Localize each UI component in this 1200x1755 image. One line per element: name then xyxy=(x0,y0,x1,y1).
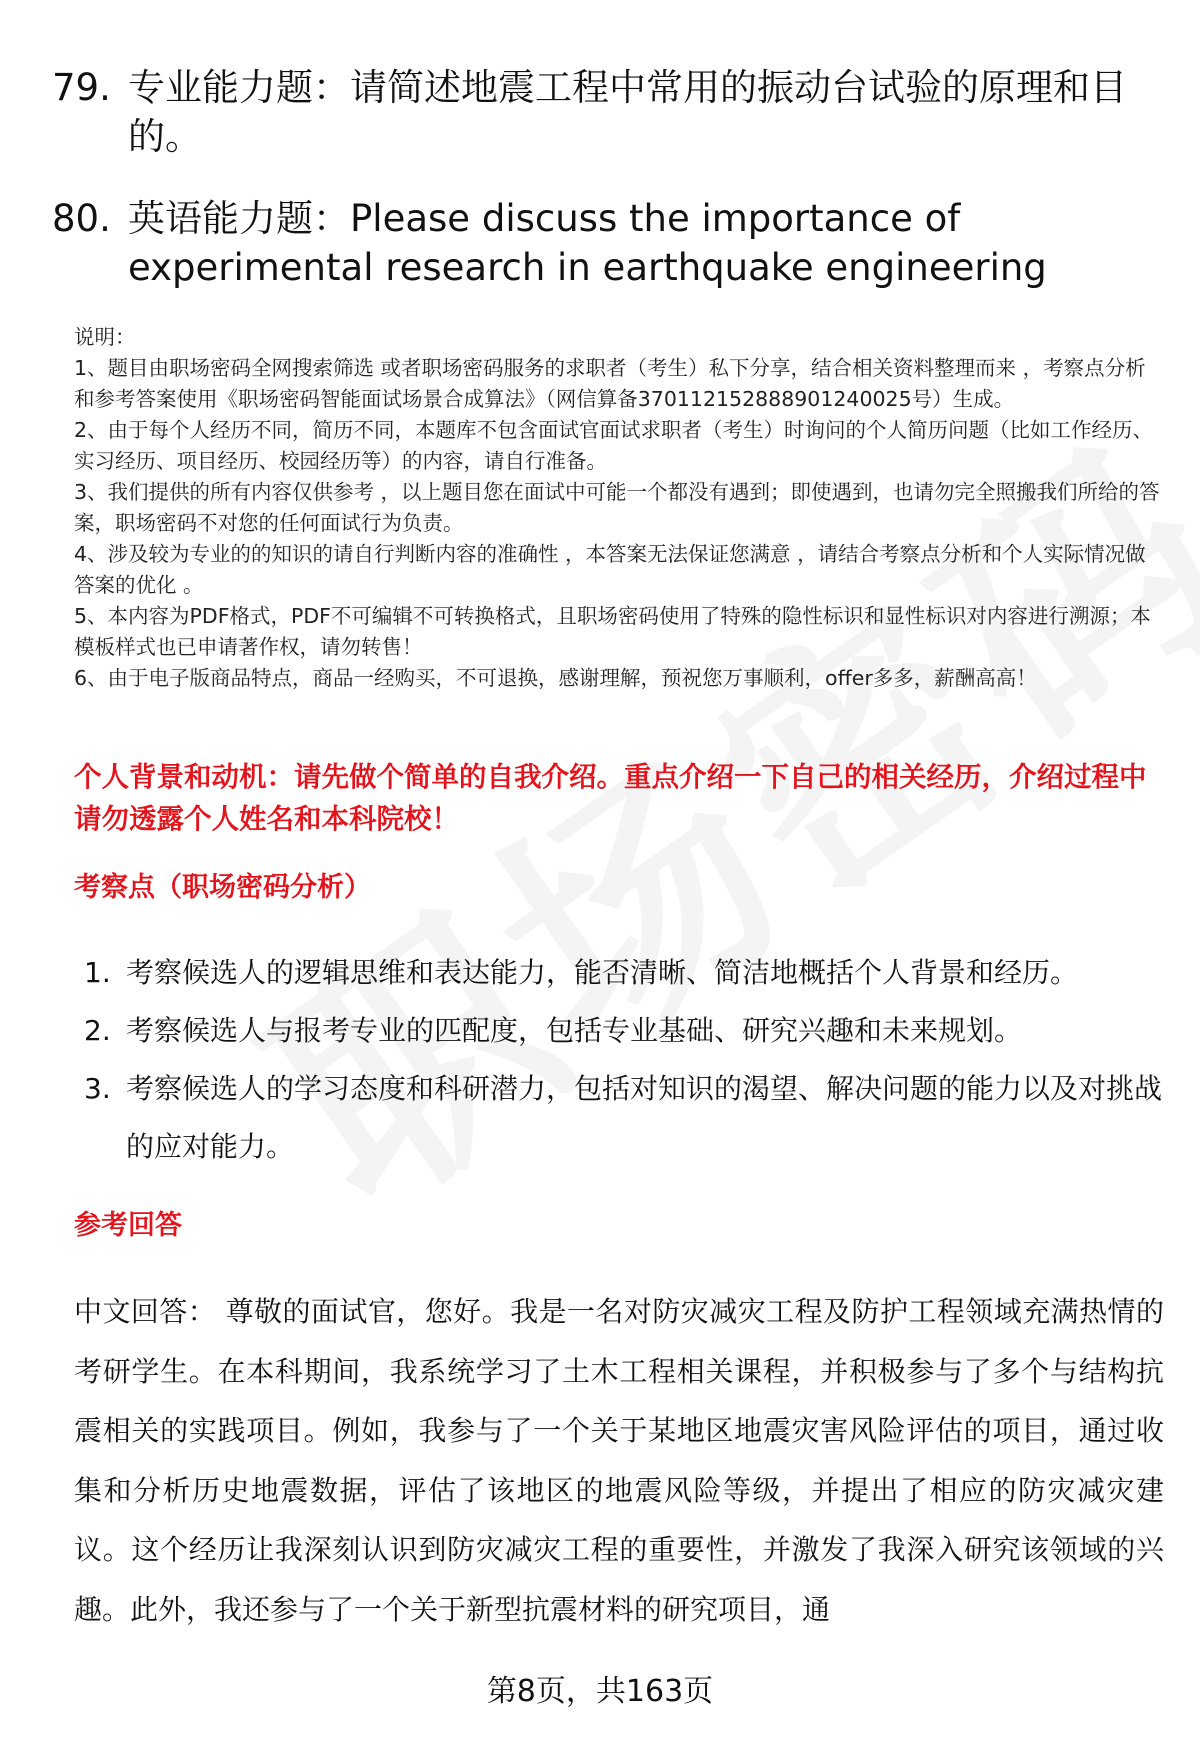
point-text: 考察候选人的学习态度和科研潜力，包括对知识的渴望、解决问题的能力以及对挑战的应对能力。 xyxy=(126,1072,1163,1163)
point-text: 考察候选人与报考专业的匹配度，包括专业基础、研究兴趣和未来规划。 xyxy=(126,1014,1023,1047)
interview-question: 个人背景和动机：请先做个简单的自我介绍。重点介绍一下自己的相关经历，介绍过程中请勿透露个人姓名和本科院校！ xyxy=(74,761,1147,835)
analysis-points xyxy=(74,944,1164,1176)
question-number: 79. xyxy=(52,66,111,109)
point-number: 2. xyxy=(84,1014,111,1047)
point-number: 1. xyxy=(84,956,111,989)
analysis-point xyxy=(74,1060,1164,1176)
note-item: 5、本内容为PDF格式，PDF不可编辑不可转换格式，且职场密码使用了特殊的隐性标识和显性标识对内容进行溯源；本模板样式也已申请著作权，请勿转售！ xyxy=(74,604,1151,659)
reference-answer: 中文回答： 尊敬的面试官，您好。我是一名对防灾减灾工程及防护工程领域充满热情的考研学生。在本科期间，我系统学习了土木工程相关课程，并积极参与了多个与结构抗震相关的实践项目。例如，我参与了一个关于某地区地震灾害风险评估的项目，通过收集和分析历史地震数据，评估了该地区的地震风险等级，并提出了相应的防灾减灾建议。这个经历让我深刻认识到防灾减灾工程的重要性，并激发了我深入研究该领域的兴趣。此外，我还参与了一个关于新型抗震材料的研究项目，通 xyxy=(74,1295,1164,1626)
point-text: 考察候选人的逻辑思维和表达能力，能否清晰、简洁地概括个人背景和经历。 xyxy=(126,956,1079,989)
note-item: 1、题目由职场密码全网搜索筛选 或者职场密码服务的求职者（考生）私下分享，结合相关资料整理而来 ，考察点分析和参考答案使用《职场密码智能面试场景合成算法》（网信算备370112152888901240025号）生成。 xyxy=(74,356,1146,411)
note-item: 2、由于每个人经历不同，简历不同，本题库不包含面试官面试求职者（考生）时询问的个人简历问题（比如工作经历、实习经历、项目经历、校园经历等）的内容，请自行准备。 xyxy=(74,418,1154,473)
analysis-point xyxy=(74,944,1164,1002)
question-79 xyxy=(52,63,1162,161)
note-item: 3、我们提供的所有内容仅供参考 ，以上题目您在面试中可能一个都没有遇到；即使遇到，也请勿完全照搬我们所给的答案，职场密码不对您的任何面试行为负责。 xyxy=(74,480,1160,535)
notes-heading: 说明： xyxy=(74,325,136,349)
page-footer: 第8页，共163页 xyxy=(486,1674,714,1709)
note-item: 6、由于电子版商品特点，商品一经购买，不可退换，感谢理解，预祝您万事顺利，offer多多，薪酬高高！ xyxy=(74,666,1037,690)
analysis-title: 考察点（职场密码分析） xyxy=(74,872,371,903)
point-number: 3. xyxy=(84,1072,111,1105)
disclaimer-notes xyxy=(74,322,1164,694)
question-text: 英语能力题：Please discuss the importance of experimental research in earthquake engineering xyxy=(128,197,1047,289)
question-80 xyxy=(52,194,1162,292)
note-item: 4、涉及较为专业的的知识的请自行判断内容的准确性 ，本答案无法保证您满意 ，请结合考察点分析和个人实际情况做答案的优化 。 xyxy=(74,542,1146,597)
question-number: 80. xyxy=(52,197,111,240)
question-text: 专业能力题：请简述地震工程中常用的振动台试验的原理和目的。 xyxy=(128,66,1127,158)
analysis-point xyxy=(74,1002,1164,1060)
reference-title: 参考回答 xyxy=(74,1210,182,1241)
